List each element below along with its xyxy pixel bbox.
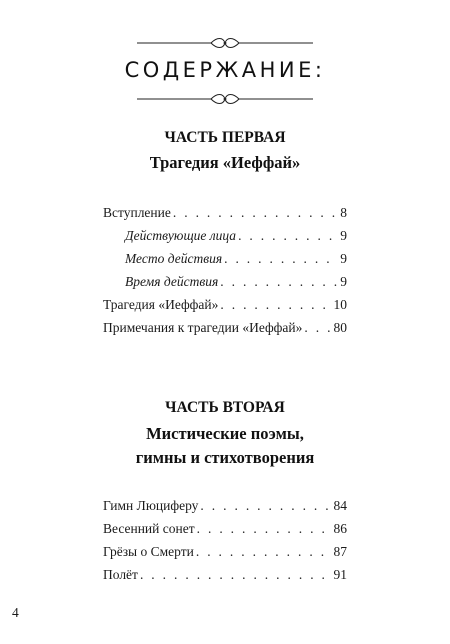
toc-entry-page: 80 [333,320,347,335]
part-one-title: Трагедия «Иеффай» [149,153,301,172]
toc-entry-page: 87 [333,544,347,559]
dot-leader [220,273,337,291]
dot-leader [200,497,331,515]
page-number: 4 [12,605,19,620]
toc-entry[interactable] [125,227,347,245]
toc-entry-title: Действующие лица [125,228,237,243]
toc-entry[interactable] [103,204,347,222]
dot-leader [220,296,331,314]
toc-entry-title: Весенний сонет [103,521,195,536]
dot-leader [140,566,332,584]
part-two-label: ЧАСТЬ ВТОРАЯ [165,399,285,416]
part-one-label: ЧАСТЬ ПЕРВАЯ [164,129,286,146]
toc-entry-title: Гимн Люциферу [103,498,199,513]
toc-entry[interactable] [125,250,347,268]
toc-entry-title: Примечания к трагедии «Иеффай» [103,320,303,335]
dot-leader [197,520,332,538]
dot-leader [196,543,332,561]
toc-entry-page: 9 [340,251,347,266]
toc-entry-page: 91 [333,567,347,582]
dot-leader [224,250,337,268]
toc-entry[interactable] [103,520,347,538]
toc-entry[interactable] [125,273,347,291]
toc-entry-title: Грёзы о Смерти [103,544,194,559]
dot-leader [304,319,331,337]
toc-entry-title: Полёт [103,567,138,582]
dot-leader [173,204,337,222]
toc-entry-page: 86 [333,521,347,536]
dot-leader [238,227,337,245]
toc-entry[interactable] [103,543,347,561]
toc-entry-page: 84 [333,498,347,513]
top-ornament [0,36,450,50]
toc-entry-page: 9 [340,228,347,243]
toc-entry-title: Время действия [125,274,219,289]
toc-entry-title: Место действия [125,251,223,266]
toc-entry-page: 10 [333,297,347,312]
toc-entry[interactable] [103,319,347,337]
toc-entry[interactable] [103,497,347,515]
toc-entry[interactable] [103,566,347,584]
toc-entry-title: Трагедия «Иеффай» [103,297,219,312]
toc-entry[interactable] [103,296,347,314]
bottom-ornament [0,92,450,106]
toc-entry-page: 9 [340,274,347,289]
part-two-title-line-2: гимны и стихотворения [135,448,315,467]
toc-entry-title: Вступление [103,205,171,220]
contents-heading: СОДЕРЖАНИЕ: [124,58,326,82]
part-two-title-line-1: Мистические поэмы, [146,424,304,443]
toc-entry-page: 8 [340,205,347,220]
